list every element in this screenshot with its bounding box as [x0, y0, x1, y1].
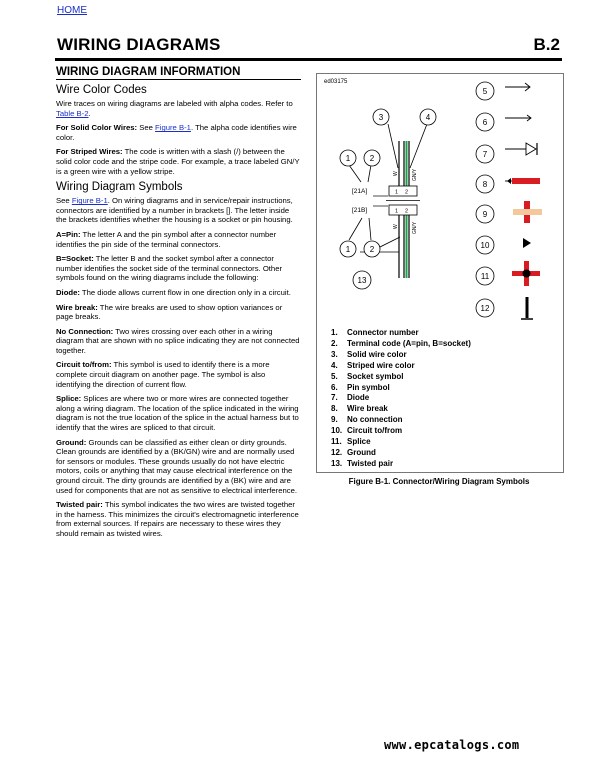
- figure-legend: [331, 328, 471, 470]
- section-code: B.2: [533, 35, 560, 54]
- callout-2b: 2: [369, 245, 375, 254]
- symbol-item: Diode: The diode allows current flow in one direction only in a circuit.: [56, 287, 291, 297]
- callout-11: 11: [480, 272, 490, 281]
- figure-caption: Figure B-1. Connector/Wiring Diagram Symbols: [348, 477, 530, 486]
- legend-item: 1. Connector number: [331, 328, 419, 337]
- section-title: WIRING DIAGRAM INFORMATION: [56, 66, 301, 80]
- callout-12: 12: [480, 304, 490, 313]
- socket-1-label: 1: [395, 208, 399, 215]
- wire-color-heading: Wire Color Codes: [56, 84, 147, 96]
- wire-color-paragraph: Wire traces on wiring diagrams are labeled with alpha codes. Refer to Table B-2.: [56, 99, 293, 118]
- legend-item: 10. Circuit to/from: [331, 426, 403, 436]
- callout-13: 13: [357, 276, 367, 285]
- pin-2-label: 2: [405, 189, 409, 196]
- figure-b1-link[interactable]: Figure B-1: [155, 123, 191, 133]
- socket-symbol-icon: [505, 83, 530, 91]
- wire-label-w-b: W: [393, 224, 399, 229]
- legend-item: 12. Ground: [331, 447, 376, 457]
- callout-10: 10: [480, 241, 490, 250]
- page-title: WIRING DIAGRAMS: [57, 35, 221, 54]
- socket-2-label: 2: [405, 208, 409, 215]
- home-link[interactable]: HOME: [57, 5, 87, 16]
- wire-label-w: W: [393, 171, 399, 176]
- legend-item: 5. Socket symbol: [331, 371, 404, 381]
- symbols-intro: See Figure B-1. On wiring diagrams and in service/repair instructions, connectors are identified by a number in brackets []. The letter inside the brackets identifies whether the housing is a socket or pin housing.: [56, 196, 293, 225]
- legend-item: 9. No connection: [331, 415, 403, 425]
- legend-item: 4. Striped wire color: [331, 360, 415, 370]
- legend-item: 11. Splice: [331, 437, 371, 447]
- symbol-item: Ground: Grounds can be classified as either clean or dirty grounds. Clean grounds are identified by a (BK/GN) wire and are normally used for sensors or modules. These grounds usually do not have electric motors, coils or anything that may cause electrical interference on the ground circuit. The dirty grounds are identified by a (BK) wire and are used for components that are not as sensitive to electrical interference.: [56, 437, 298, 495]
- solid-color-paragraph: For Solid Color Wires: See Figure B-1. The alpha code identifies wire color.: [56, 123, 297, 142]
- pin-1-label: 1: [395, 189, 399, 196]
- striped-wire-paragraph: For Striped Wires: The code is written with a slash (/) between the solid color code and the stripe code. For example, a trace labeled GN/Y is a green wire with a yellow stripe.: [56, 147, 300, 176]
- legend-item: 2. Terminal code (A=pin, B=socket): [331, 338, 471, 348]
- callout-4: 4: [425, 113, 431, 122]
- figure-id: ed03175: [324, 79, 348, 85]
- legend-item: 7. Diode: [331, 393, 370, 403]
- figure-b1-link-2[interactable]: Figure B-1: [71, 196, 108, 206]
- legend-item: 13. Twisted pair: [331, 458, 394, 468]
- callout-9: 9: [482, 210, 488, 219]
- symbol-item: Splice: Splices are where two or more wires are connected together along a wiring diagram. The location of the splice indicated in the wiring diagram is not the true location of the splice in the actual harness but to identify that the wires are spliced to that circuit.: [56, 394, 299, 433]
- connector-b-label: [21B]: [352, 207, 368, 214]
- connector-a-label: [21A]: [352, 188, 368, 195]
- diode-icon: [505, 143, 537, 155]
- ground-icon: [521, 297, 533, 319]
- legend-item: 8. Wire break: [331, 404, 388, 414]
- legend-item: 6. Pin symbol: [331, 382, 390, 392]
- callout-7: 7: [482, 150, 488, 159]
- pin-symbol-icon: [505, 115, 531, 121]
- symbol-item: Twisted pair: This symbol indicates the two wires are twisted together in the harness. This minimizes the circuit's electromagnetic interference from external sources. If repairs are necessary to these wires they should remain as twisted wires.: [56, 500, 299, 538]
- wire-label-gny: GN/Y: [412, 168, 418, 181]
- callout-5: 5: [482, 87, 488, 96]
- legend-item: 3. Solid wire color: [331, 349, 407, 359]
- symbol-item: No Connection: Two wires crossing over each other in a wiring diagram that are shown with no splice indicating they are not connected together.: [56, 326, 300, 355]
- callout-2: 2: [369, 154, 375, 163]
- symbol-item: Wire break: The wire breaks are used to show option variances or page breaks.: [56, 302, 283, 322]
- symbol-item: Circuit to/from: This symbol is used to identify there is a more complete circuit diagram on another page. The symbol is also identifying the direction of current flow.: [56, 360, 270, 389]
- callout-8: 8: [482, 180, 488, 189]
- symbol-item: B=Socket: The letter B and the socket symbol after a connector number identifies the socket side of the terminal connectors. Other symbols found on the wiring diagrams include the following:: [56, 254, 283, 283]
- table-b2-link[interactable]: Table B-2: [56, 108, 89, 118]
- wire-break-icon: [505, 178, 540, 184]
- site-watermark: www.epcatalogs.com: [384, 738, 520, 752]
- callout-6: 6: [482, 118, 488, 127]
- splice-icon: [512, 261, 540, 286]
- symbol-item: A=Pin: The letter A and the pin symbol after a connector number identifies the pin side of the terminal connectors.: [56, 229, 277, 249]
- circuit-to-from-icon: [523, 238, 531, 248]
- wire-label-gny-b: GN/Y: [412, 221, 418, 234]
- callout-3: 3: [378, 113, 384, 122]
- callout-1b: 1: [345, 245, 351, 254]
- no-connection-icon: [513, 201, 542, 223]
- callout-1: 1: [345, 154, 351, 163]
- symbols-heading: Wiring Diagram Symbols: [56, 181, 183, 194]
